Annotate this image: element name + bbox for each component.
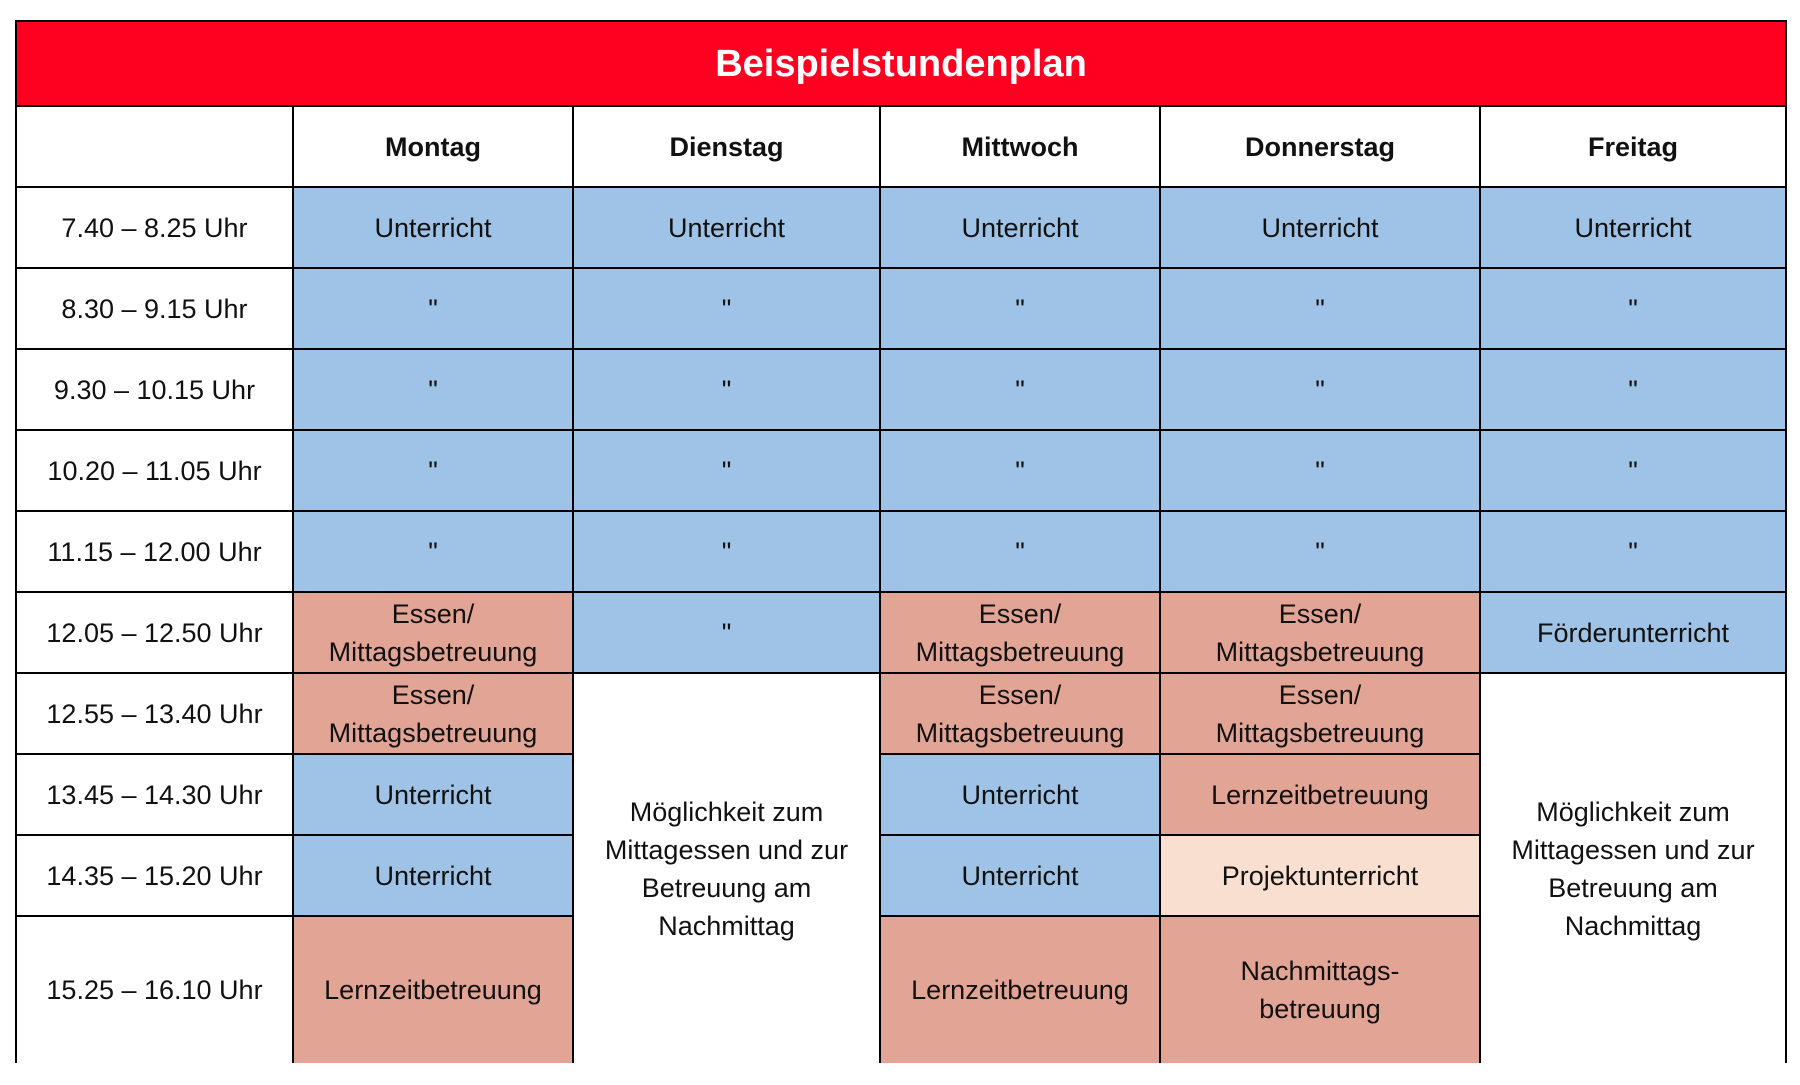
lesson-cell: " [1161,269,1481,350]
time-slot: 7.40 – 8.25 Uhr [17,188,294,269]
lesson-cell: Lernzeitbetreuung [1161,755,1481,836]
lesson-cell: " [294,512,574,593]
lesson-cell: " [881,431,1161,512]
lesson-cell: Lernzeitbetreuung [294,917,574,1063]
lesson-cell: Unterricht [294,755,574,836]
lesson-cell: Lernzeitbetreuung [881,917,1161,1063]
time-slot: 15.25 – 16.10 Uhr [17,917,294,1063]
time-slot: 10.20 – 11.05 Uhr [17,431,294,512]
lesson-cell: Unterricht [881,836,1161,917]
lesson-cell: " [881,269,1161,350]
afternoon-care-cell: Möglichkeit zum Mittagessen und zur Betreuung am Nachmittag [574,674,881,1063]
lesson-cell: Essen/ Mittagsbetreuung [294,593,574,674]
lesson-cell: " [1481,431,1785,512]
lesson-cell: " [1161,350,1481,431]
lesson-cell: Unterricht [574,188,881,269]
time-slot: 12.05 – 12.50 Uhr [17,593,294,674]
lesson-cell: " [1481,512,1785,593]
lesson-cell: " [1481,269,1785,350]
lesson-cell: Essen/ Mittagsbetreuung [881,593,1161,674]
lesson-cell: Essen/ Mittagsbetreuung [1161,674,1481,755]
lesson-cell: Essen/ Mittagsbetreuung [1161,593,1481,674]
lesson-cell: " [1161,512,1481,593]
lesson-cell: Förderunterricht [1481,593,1785,674]
lesson-cell: Nachmittags- betreuung [1161,917,1481,1063]
lesson-cell: " [294,350,574,431]
lesson-cell: " [294,269,574,350]
lesson-cell: " [574,512,881,593]
day-header-dienstag: Dienstag [574,107,881,188]
lesson-cell: Essen/ Mittagsbetreuung [294,674,574,755]
lesson-cell: Unterricht [294,188,574,269]
lesson-cell: Unterricht [881,188,1161,269]
corner-cell [17,107,294,188]
time-slot: 9.30 – 10.15 Uhr [17,350,294,431]
time-slot: 14.35 – 15.20 Uhr [17,836,294,917]
lesson-cell: Essen/ Mittagsbetreuung [881,674,1161,755]
timetable [15,20,1787,1063]
lesson-cell: " [1481,350,1785,431]
lesson-cell: " [1161,431,1481,512]
time-slot: 12.55 – 13.40 Uhr [17,674,294,755]
lesson-cell: " [574,269,881,350]
lesson-cell: " [294,431,574,512]
lesson-cell: " [574,350,881,431]
time-slot: 11.15 – 12.00 Uhr [17,512,294,593]
lesson-cell: " [881,512,1161,593]
lesson-cell: Unterricht [294,836,574,917]
day-header-mittwoch: Mittwoch [881,107,1161,188]
lesson-cell: Unterricht [1481,188,1785,269]
lesson-cell: Unterricht [1161,188,1481,269]
time-slot: 8.30 – 9.15 Uhr [17,269,294,350]
day-header-donnerstag: Donnerstag [1161,107,1481,188]
day-header-freitag: Freitag [1481,107,1785,188]
day-header-montag: Montag [294,107,574,188]
lesson-cell: Projektunterricht [1161,836,1481,917]
afternoon-care-cell: Möglichkeit zum Mittagessen und zur Betreuung am Nachmittag [1481,674,1785,1063]
time-slot: 13.45 – 14.30 Uhr [17,755,294,836]
lesson-cell: " [574,593,881,674]
lesson-cell: " [881,350,1161,431]
timetable-title: Beispielstundenplan [17,22,1785,107]
lesson-cell: Unterricht [881,755,1161,836]
lesson-cell: " [574,431,881,512]
